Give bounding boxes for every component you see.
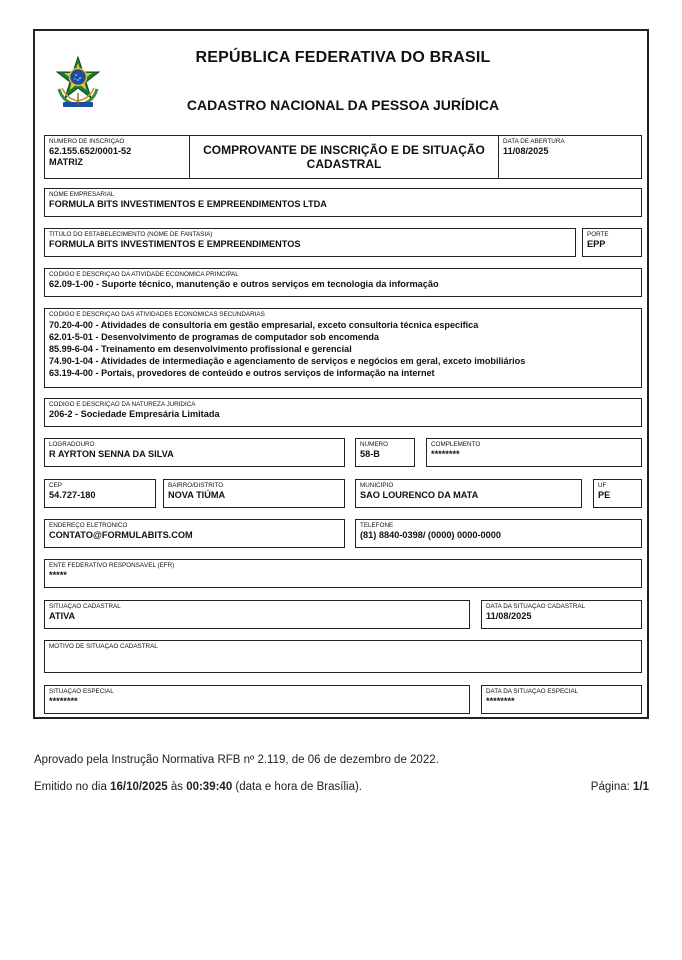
secondary-activity-item: 63.19-4-00 - Portais, provedores de conteúdo e outros serviços de informação na internet [49,368,435,379]
trade-name-box [44,228,576,257]
status-date-value: 11/08/2025 [486,610,532,621]
street-number-value: 58-B [360,448,380,459]
secondary-activity-item: 62.01-5-01 - Desenvolvimento de programas de computador sob encomenda [49,331,379,342]
zip-code-box [44,479,156,508]
main-activity-value: 62.09-1-00 - Suporte técnico, manutenção e outros serviços em tecnologia da informação [49,278,439,289]
status-date-box [481,600,642,629]
complement-box [426,438,642,467]
trade-name-label: TÍTULO DO ESTABELECIMENTO (NOME DE FANTASIA) [49,231,213,238]
business-name-value: FORMULA BITS INVESTIMENTOS E EMPREENDIMENTOS LTDA [49,198,327,209]
street-number-box [355,438,415,467]
complement-label: COMPLEMENTO [431,441,481,448]
opening-date-value: 11/08/2025 [503,145,549,156]
state-label: UF [598,482,607,489]
registration-status-label: SITUAÇÃO CADASTRAL [49,603,121,610]
cnpj-registry-title: CADASTRO NACIONAL DA PESSOA JURÍDICA [186,97,500,113]
inscription-number-box [44,135,190,179]
emission-time: 00:39:40 [186,781,233,793]
page-value: 1/1 [633,781,649,793]
status-date-label: DATA DA SITUAÇÃO CADASTRAL [486,603,586,610]
approval-note: Aprovado pela Instrução Normativa RFB nº 2.119, de 06 de dezembro de 2022. [34,754,439,766]
city-box [355,479,582,508]
opening-date-label: DATA DE ABERTURA [503,138,565,145]
complement-value: ******** [431,448,460,459]
special-status-box [44,685,470,714]
street-box [44,438,345,467]
status-reason-label: MOTIVO DE SITUAÇÃO CADASTRAL [49,643,158,650]
establishment-type: MATRIZ [49,157,84,167]
zip-code-label: CEP [49,482,62,489]
district-box [163,479,345,508]
email-box [44,519,345,548]
registration-status-box [44,600,470,629]
secondary-activity-item: 74.90-1-04 - Atividades de intermediação e agenciamento de serviços e negócios em geral, exceto imobiliários [49,356,526,367]
legal-nature-value: 206-2 - Sociedade Empresária Limitada [49,408,220,419]
company-size-label: PORTE [587,231,609,238]
phone-value: (81) 8840-0398/ (0000) 0000-0000 [360,529,501,540]
page-label: Página: [590,781,633,793]
efr-box [44,559,642,588]
emission-prefix: Emitido no dia [34,781,111,793]
company-size-value: EPP [587,238,606,249]
email-label: ENDEREÇO ELETRÔNICO [49,522,128,529]
emission-note [34,781,362,793]
secondary-activity-item: 70.20-4-00 - Atividades de consultoria em gestão empresarial, exceto consultoria técnica específica [49,319,479,330]
city-label: MUNICÍPIO [360,482,394,489]
special-status-value: ******** [49,695,78,706]
emission-date: 16/10/2025 [110,781,168,793]
district-value: NOVA TIÚMA [168,489,226,500]
main-activity-box [44,268,642,297]
business-name-label: NOME EMPRESARIAL [49,191,115,198]
emission-mid: às [167,781,187,793]
state-box [593,479,642,508]
opening-date-box [498,135,642,179]
special-status-label: SITUAÇÃO ESPECIAL [49,688,114,695]
special-status-date-value: ******** [486,695,515,706]
special-status-date-box [481,685,642,714]
legal-nature-box [44,398,642,427]
zip-code-value: 54.727-180 [49,489,96,500]
secondary-activities-box [44,308,642,388]
phone-box [355,519,642,548]
proof-title-box [189,135,499,179]
district-label: BAIRRO/DISTRITO [168,482,224,489]
email-value: CONTATO@FORMULABITS.COM [49,529,193,540]
republic-title: REPÚBLICA FEDERATIVA DO BRASIL [195,49,491,66]
cnpj-document [33,29,649,719]
secondary-activities-label: CÓDIGO E DESCRIÇÃO DAS ATIVIDADES ECONÔMICAS SECUNDÁRIAS [49,311,265,318]
brazil-coat-of-arms-icon [53,55,103,111]
efr-label: ENTE FEDERATIVO RESPONSÁVEL (EFR) [49,562,175,569]
registration-status-value: ATIVA [49,610,76,621]
trade-name-value: FORMULA BITS INVESTIMENTOS E EMPREENDIMENTOS [49,238,301,249]
inscription-number-label: NÚMERO DE INSCRIÇÃO [49,138,125,145]
secondary-activity-item: 85.99-6-04 - Treinamento em desenvolvimento profissional e gerencial [49,343,352,354]
company-size-box [582,228,642,257]
page-number [591,781,649,793]
state-value: PE [598,489,611,500]
business-name-box [44,188,642,217]
cnpj-number: 62.155.652/0001-52 [49,145,132,156]
city-value: SAO LOURENCO DA MATA [360,489,479,500]
street-label: LOGRADOURO [49,441,95,448]
main-activity-label: CÓDIGO E DESCRIÇÃO DA ATIVIDADE ECONÔMICA PRINCIPAL [49,271,239,278]
status-reason-box [44,640,642,673]
emission-suffix: (data e hora de Brasília). [232,781,362,793]
efr-value: ***** [49,569,67,580]
phone-label: TELEFONE [360,522,394,529]
legal-nature-label: CÓDIGO E DESCRIÇÃO DA NATUREZA JURÍDICA [49,401,196,408]
street-value: R AYRTON SENNA DA SILVA [49,448,174,459]
street-number-label: NÚMERO [360,441,388,448]
special-status-date-label: DATA DA SITUAÇÃO ESPECIAL [486,688,579,695]
proof-title: COMPROVANTE DE INSCRIÇÃO E DE SITUAÇÃO CADASTRAL [203,143,485,171]
